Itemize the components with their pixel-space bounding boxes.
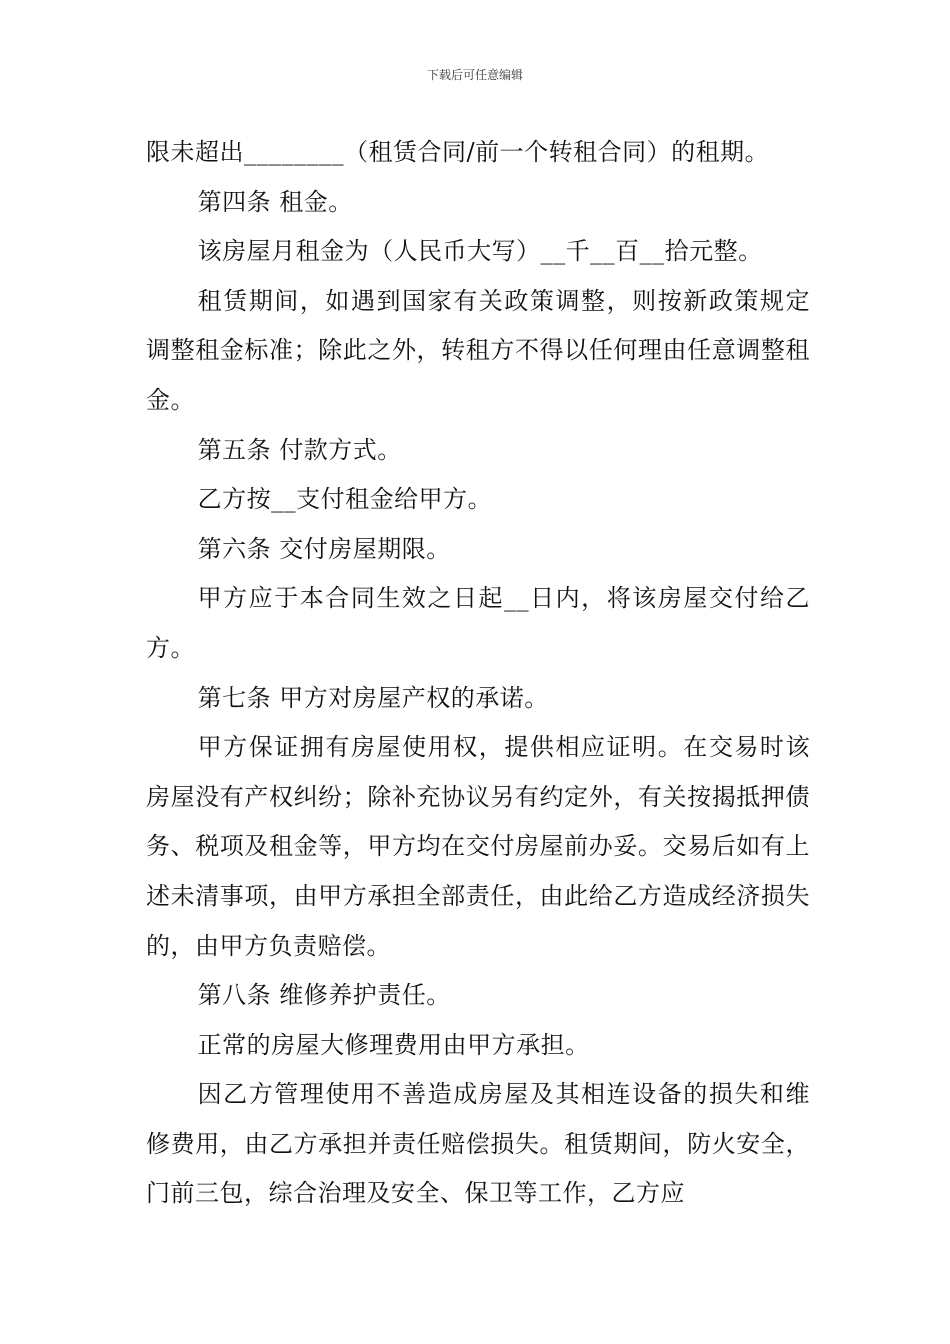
document-body bbox=[146, 128, 810, 1219]
heading-article-7-property-rights: 第七条 甲方对房屋产权的承诺。 bbox=[197, 683, 549, 712]
heading-article-6-delivery: 第六条 交付房屋期限。 bbox=[197, 534, 451, 563]
paragraph-delivery-term: 甲方应于本合同生效之日起__日内，将该房屋交付给乙方。 bbox=[146, 584, 810, 662]
heading-article-4-rent: 第四条 租金。 bbox=[197, 187, 353, 216]
paragraph-lease-term-continuation: 限未超出________（租赁合同/前一个转租合同）的租期。 bbox=[146, 138, 770, 166]
heading-article-5-payment: 第五条 付款方式。 bbox=[197, 435, 402, 464]
paragraph-monthly-rent: 该房屋月租金为（人民币大写）__千__百__拾元整。 bbox=[197, 237, 763, 266]
paragraph-rent-adjustment: 租赁期间，如遇到国家有关政策调整，则按新政策规定调整租金标准；除此之外，转租方不得以任何理由任意调整租金。 bbox=[146, 286, 810, 414]
paragraph-property-rights: 甲方保证拥有房屋使用权，提供相应证明。在交易时该房屋没有产权纠纷；除补充协议另有约定外，有关按揭抵押债务、税项及租金等，甲方均在交付房屋前办妥。交易后如有上述未清事项，由甲方承担全部责任，由此给乙方造成经济损失的，由甲方负责赔偿。 bbox=[146, 733, 810, 960]
paragraph-major-repairs: 正常的房屋大修理费用由甲方承担。 bbox=[197, 1030, 590, 1059]
paragraph-payment-method: 乙方按__支付租金给甲方。 bbox=[197, 485, 493, 514]
page-header: 下载后可任意编辑 bbox=[426, 68, 523, 82]
heading-article-8-maintenance: 第八条 维修养护责任。 bbox=[197, 981, 451, 1010]
paragraph-tenant-damage: 因乙方管理使用不善造成房屋及其相连设备的损失和维修费用，由乙方承担并责任赔偿损失。租赁期间，防火安全，门前三包，综合治理及安全、保卫等工作，乙方应 bbox=[146, 1080, 810, 1208]
